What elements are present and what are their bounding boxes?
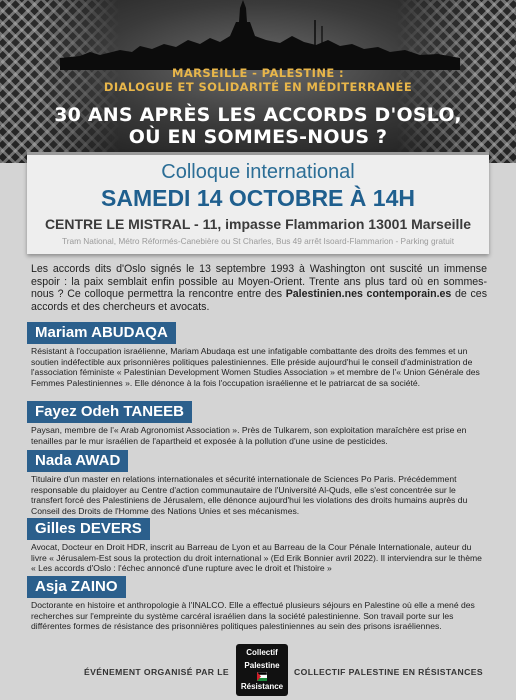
logo-line2: Palestine: [244, 661, 280, 670]
logo-line1: Collectif: [246, 648, 278, 657]
flag-mark-icon: [257, 672, 267, 681]
logo-line3: Résistance: [240, 682, 284, 691]
header-banner: [0, 0, 516, 163]
speaker-bio-awad: Titulaire d'un master en relations internationales et sécurité internationale de Sciences Po Paris. Précédemment responsable du plaidoyer au Centre d'action communautaire de l'Université Al-Quds, elle s'est concentrée sur le transfert forcé des Palestiniens de Jérusalem, elle dénonce aujourd'hui les violations des droits humains auprès du Conseil des Droits de l'Homme des Nations Unies et ses mécanismes.: [31, 474, 468, 516]
speaker-name-awad: Nada AWAD: [27, 450, 128, 472]
event-info-card: [27, 152, 489, 254]
event-venue: CENTRE LE MISTRAL - 11, impasse Flammarion 13001 Marseille: [44, 216, 472, 232]
intro-paragraph: [31, 263, 487, 313]
headline-line1: 30 ANS APRÈS LES ACCORDS D'OSLO,: [54, 104, 462, 126]
speaker-bio-abudaqa: Résistant à l'occupation israélienne, Mariam Abudaqa est une infatigable combattante des droits des femmes et un soutien indéfectible aux prisonnières politiques palestiniennes. Elle préside aujourd'hui le conseil d'administration de l'association féministe « Palestinian Development Women Studies Association » et membre de l'« Union Générale des Femmes Palestiniennes ». Elle dénonce à la fois l'occupation israélienne et le patriarcat de sa société.: [31, 346, 480, 388]
intro-tail-text: de ces accords et des chercheurs et avocats.: [31, 288, 487, 313]
event-type: Colloque international: [161, 161, 355, 183]
speaker-bio-zaino: Doctorante en histoire et anthropologie à l'INALCO. Elle a effectué plusieurs séjours en Palestine où elle a mené des recherches sur l'empreinte du système carcéral israélien dans la société palestinienne. Son travail porte sur les différentes formes de résistance des prisonnières politiques palestiniennes au sein des prisons israéliennes.: [31, 600, 475, 632]
speaker-bio-taneeb: Paysan, membre de l'« Arab Agronomist Association ». Près de Tulkarem, son exploitation maraîchère est prise en tenailles par le mur israélien de l'apartheid et exposée à la pollution d'une usine de pesticides.: [31, 425, 467, 446]
speaker-name-taneeb: Fayez Odeh TANEEB: [27, 401, 192, 423]
event-eyebrow-line2: DIALOGUE ET SOLIDARITÉ EN MÉDITERRANÉE: [103, 80, 413, 94]
organized-by-label: ÉVÉNEMENT ORGANISÉ PAR LE: [84, 667, 229, 677]
speaker-name-devers: Gilles DEVERS: [27, 518, 150, 540]
event-transit-info: Tram National, Métro Réformés-Canebière ou St Charles, Bus 49 arrêt Isoard-Flammarion - Parking gratuit: [61, 236, 455, 246]
intro-text: Les accords dits d'Oslo signés le 13 septembre 1993 à Washington ont suscité un immense espoir : la paix semblait enfin possible au Moyen-Orient. Trente ans plus tard où en sommes-nous ? Ce colloque permettra la rencontre entre des: [31, 263, 487, 301]
footer: [0, 642, 516, 700]
speaker-name-zaino: Asja ZAINO: [27, 576, 126, 598]
marseille-skyline-illustration: [60, 0, 460, 70]
collective-name: COLLECTIF PALESTINE EN RÉSISTANCES: [294, 667, 483, 677]
event-date: SAMEDI 14 OCTOBRE À 14H: [101, 185, 415, 211]
speaker-name-abudaqa: Mariam ABUDAQA: [27, 322, 176, 344]
speaker-bio-devers: Avocat, Docteur en Droit HDR, inscrit au Barreau de Lyon et au Barreau de la Cour Pénale Internationale, auteur du livre « Jérusalem-Est sous la protection du droit international » (Ed Erik Bonnier avril 2022). Il interviendra sur le thème « Les accords d'Oslo : l'échec annoncé d'une rupture avec le droit et l'histoire »: [31, 542, 482, 574]
intro-bold-text: Palestinien.nes contemporain.es: [285, 288, 452, 301]
headline-line2: OÙ EN SOMMES-NOUS ?: [128, 126, 388, 148]
collectif-palestine-logo: [236, 644, 288, 696]
event-eyebrow-line1: MARSEILLE - PALESTINE :: [171, 66, 345, 80]
